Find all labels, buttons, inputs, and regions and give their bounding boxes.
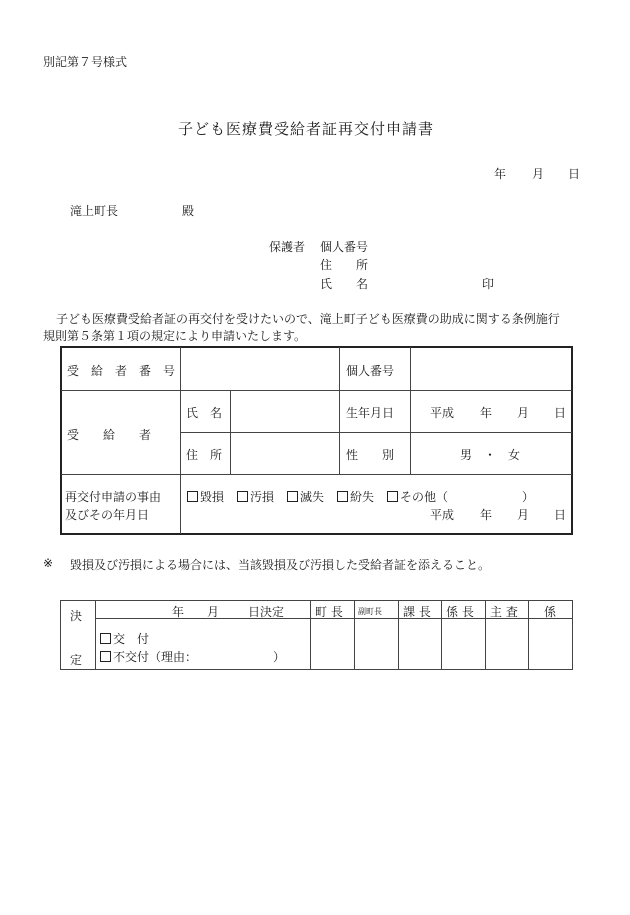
decision-label-top: 決	[70, 609, 83, 623]
reason-year-label: 年	[480, 508, 493, 522]
column-section-chief: 課 長	[403, 605, 431, 619]
table-line	[310, 600, 311, 670]
reason-label-line-2: 及びその年月日	[65, 508, 150, 522]
checkbox-icon	[100, 633, 111, 644]
addressee-honorific: 殿	[182, 204, 195, 218]
checkbox-icon	[100, 651, 111, 662]
reason-label-line-1: 再交付申請の事由	[65, 490, 162, 504]
table-line	[410, 347, 411, 474]
personal-number-label: 個人番号	[346, 364, 395, 378]
guardian-name-label: 氏 名	[320, 277, 369, 291]
reason-lost-option[interactable]: 紛失	[337, 488, 374, 505]
table-line	[180, 347, 181, 534]
reason-era: 平成	[430, 508, 455, 522]
recipient-address-label: 住 所	[186, 448, 223, 462]
form-number: 別記第７号様式	[43, 55, 128, 69]
table-line	[339, 347, 340, 474]
column-deputy-mayor: 副町長	[358, 607, 382, 616]
birth-year-label: 年	[480, 406, 493, 420]
checkbox-icon	[287, 491, 298, 502]
seal-mark: 印	[482, 277, 495, 291]
birth-month-label: 月	[517, 406, 530, 420]
sex-label: 性 別	[346, 448, 395, 462]
recipient-label: 受 給 者	[67, 428, 152, 442]
table-line	[528, 600, 529, 670]
guardian-personal-number-label: 個人番号	[320, 240, 369, 254]
decision-issue-option[interactable]: 交 付	[100, 630, 149, 647]
birthdate-label: 生年月日	[346, 406, 395, 420]
date-day: 日	[568, 167, 581, 181]
checkbox-icon	[237, 491, 248, 502]
table-line	[95, 600, 96, 670]
reason-destroyed-option[interactable]: 滅失	[287, 488, 324, 505]
table-line	[485, 600, 486, 670]
table-line	[61, 474, 572, 475]
date-year: 年	[494, 167, 507, 181]
addressee-name: 滝上町長	[70, 204, 119, 218]
recipient-name-label: 氏 名	[186, 406, 223, 420]
table-line	[398, 600, 399, 670]
birth-era: 平成	[430, 406, 455, 420]
reason-soiled-option[interactable]: 汚損	[237, 488, 274, 505]
note-mark: ※	[43, 556, 54, 570]
reason-month-label: 月	[517, 508, 530, 522]
reason-damaged-option[interactable]: 毀損	[187, 488, 224, 505]
guardian-address-label: 住 所	[320, 258, 369, 272]
column-mayor: 町 長	[315, 605, 343, 619]
table-line	[61, 390, 572, 391]
decision-date-suffix: 日決定	[248, 605, 285, 619]
table-line	[180, 432, 572, 433]
decision-label-bottom: 定	[70, 653, 83, 667]
checkbox-icon	[387, 491, 398, 502]
date-month: 月	[532, 167, 545, 181]
decision-year-label: 年	[172, 605, 185, 619]
column-senior-staff: 主 査	[490, 605, 518, 619]
recipient-number-label: 受 給 者 番 号	[67, 364, 176, 378]
column-subsection-chief: 係 長	[446, 605, 474, 619]
table-line	[441, 600, 442, 670]
reason-other-close: ）	[522, 490, 535, 504]
decision-reject-option[interactable]: 不交付（理由：	[100, 648, 197, 665]
table-line	[354, 600, 355, 670]
table-line	[230, 390, 231, 474]
page-title: 子ども医療費受給者証再交付申請書	[178, 120, 435, 138]
note-text: 毀損及び汚損による場合には、当該毀損及び汚損した受給者証を添えること。	[70, 558, 491, 572]
reason-day-label: 日	[554, 508, 567, 522]
body-text-line-2: 規則第５条第１項の規定により申請いたします。	[43, 329, 307, 343]
guardian-label: 保護者	[269, 240, 306, 254]
checkbox-icon	[187, 491, 198, 502]
column-staff: 係	[544, 605, 557, 619]
decision-reject-close: ）	[273, 650, 286, 664]
reason-other-option[interactable]: その他（	[387, 488, 448, 505]
sex-options: 男 ・ 女	[460, 448, 521, 462]
checkbox-icon	[337, 491, 348, 502]
birth-day-label: 日	[554, 406, 567, 420]
body-text-line-1: 子ども医療費受給者証の再交付を受けたいので、滝上町子ども医療費の助成に関する条例施行	[56, 312, 560, 326]
decision-month-label: 月	[207, 605, 220, 619]
